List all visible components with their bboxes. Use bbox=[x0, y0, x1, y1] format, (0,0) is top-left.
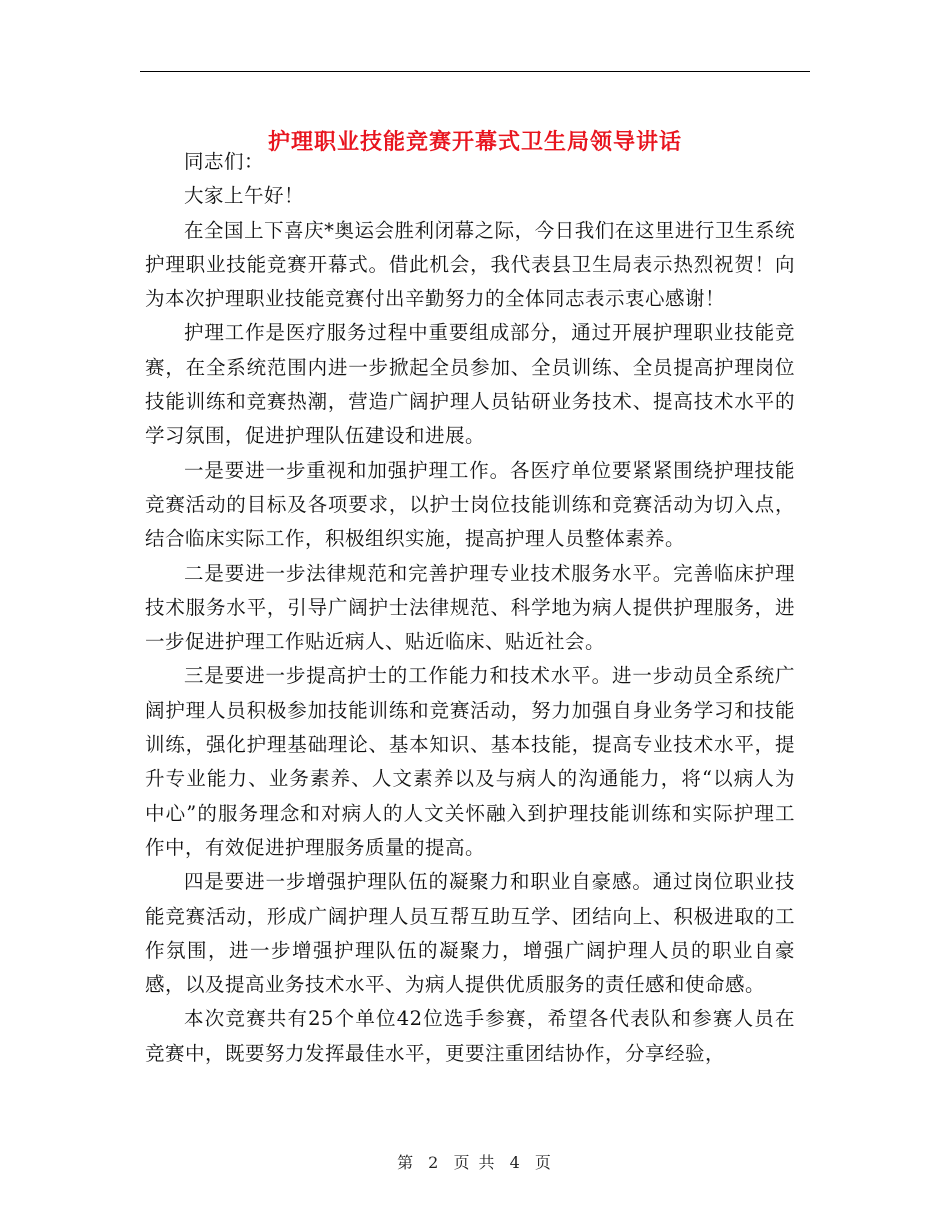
footer-suffix: 页 bbox=[534, 1153, 553, 1172]
page-total: 4 bbox=[509, 1153, 522, 1172]
paragraph-competition: 本次竞赛共有25个单位42位选手参赛，希望各代表队和参赛人员在竞赛中，既要努力发挥最佳水平，更要注重团结协作，分享经验， bbox=[145, 1007, 795, 1065]
page-number: 2 bbox=[428, 1153, 441, 1172]
paragraph-point-four: 四是要进一步增强护理队伍的凝聚力和职业自豪感。通过岗位职业技能竞赛活动，形成广阔护理人员互帮互助互学、团结向上、积极进取的工作氛围，进一步增强护理队伍的凝聚力，增强广阔护理人员的职业自豪感，以及提高业务技术水平、为病人提供优质服务的责任感和使命感。 bbox=[145, 870, 795, 997]
paragraph-salutation: 同志们： bbox=[184, 150, 265, 173]
page-footer bbox=[0, 1150, 950, 1173]
paragraph-point-three: 三是要进一步提高护士的工作能力和技术水平。进一步动员全系统广阔护理人员积极参加技能训练和竞赛活动，努力加强自身业务学习和技能训练，强化护理基础理论、基本知识、基本技能，提高专业技术水平，提升专业能力、业务素养、人文素养以及与病人的沟通能力，将“以病人为中心”的服务理念和对病人的人文关怀融入到护理技能训练和实际护理工作中，有效促进护理服务质量的提高。 bbox=[145, 664, 795, 859]
footer-middle: 页 共 bbox=[453, 1153, 497, 1172]
header-rule bbox=[140, 71, 810, 72]
footer-prefix: 第 bbox=[397, 1153, 416, 1172]
paragraph-point-one: 一是要进一步重视和加强护理工作。各医疗单位要紧紧围绕护理技能竞赛活动的目标及各项要求，以护士岗位技能训练和竞赛活动为切入点，结合临床实际工作，积极组织实施，提高护理人员整体素养。 bbox=[145, 458, 795, 551]
paragraph-opening: 在全国上下喜庆*奥运会胜利闭幕之际，今日我们在这里进行卫生系统护理职业技能竞赛开幕式。借此机会，我代表县卫生局表示热烈祝贺！向为本次护理职业技能竞赛付出辛勤努力的全体同志表示衷心感谢！ bbox=[145, 218, 795, 311]
paragraph-point-two: 二是要进一步法律规范和完善护理专业技术服务水平。完善临床护理技术服务水平，引导广阔护士法律规范、科学地为病人提供护理服务，进一步促进护理工作贴近病人、贴近临床、贴近社会。 bbox=[145, 561, 795, 654]
paragraph-greeting: 大家上午好！ bbox=[184, 184, 305, 208]
document-body bbox=[145, 145, 795, 1071]
document-title: 护理职业技能竞赛开幕式卫生局领导讲话 bbox=[267, 128, 682, 155]
paragraph-importance: 护理工作是医疗服务过程中重要组成部分，通过开展护理职业技能竞赛，在全系统范围内进一步掀起全员参加、全员训练、全员提高护理岗位技能训练和竞赛热潮，营造广阔护理人员钻研业务技术、提高技术水平的学习氛围，促进护理队伍建设和进展。 bbox=[145, 321, 795, 448]
